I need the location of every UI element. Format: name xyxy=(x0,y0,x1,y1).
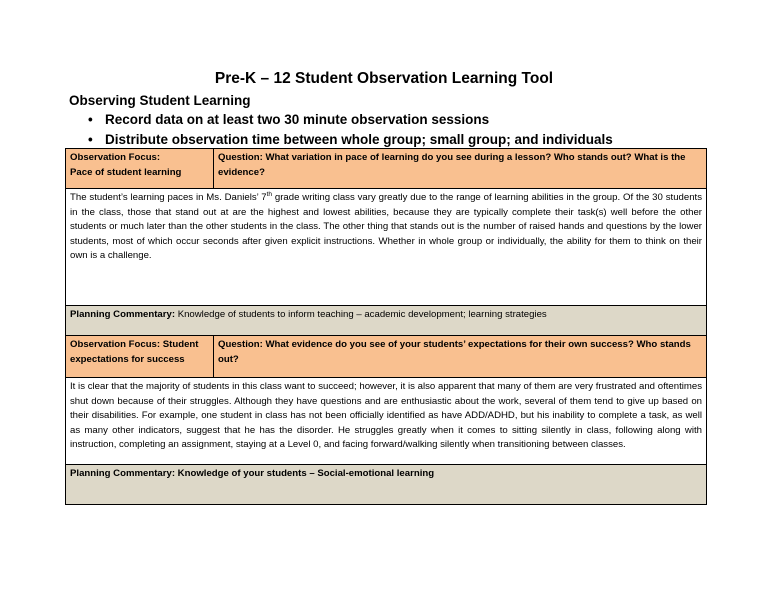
table-row xyxy=(66,336,707,378)
response-cell: It is clear that the majority of students in this class want to succeed; however, it is also apparent that many of them are very frustrated and oftentimes shut down because of their struggles. Although they have questions and are enthusiastic about the work, several of them tend to give up based on their disabilities. For example, one student in class has not been officially identified as have ADD/ADHD, but his inability to complete a task, as well as many other indicators, suggest that he has the disorder. He struggles greatly when it comes to sitting silently in class, following along with instruction, completing an assignment, staying at a Level 0, and facing forward/walking silently when transitioning between classes. xyxy=(66,378,707,465)
response-text-cont: grade writing class vary greatly due to the range of learning abilities in the group. Of the 30 students in the class, those that stand out at are the highest and lowest abilities, because they are typically complete their task(s) well before the other students or much later than the other students in the class. The other thing that stands out is the number of raised hands and questions by the lower students, most of which occur seconds after given explicit instructions. Whether in whole group or individually, the ability for them to think on their own is a challenge. xyxy=(70,192,702,261)
focus-value: Pace of student learning xyxy=(70,166,182,178)
bullet-text: Record data on at least two 30 minute observation sessions xyxy=(105,112,490,127)
table-row xyxy=(66,306,707,336)
focus-cell xyxy=(66,149,214,189)
question-label: Question: xyxy=(218,339,263,350)
bullet-icon: • xyxy=(88,112,93,127)
commentary-label: Planning Commentary: xyxy=(70,309,176,320)
document-title: Pre-K – 12 Student Observation Learning Tool xyxy=(214,70,554,87)
question-text: What evidence do you see of your students’ expectations for their own success? Who stands out? xyxy=(218,339,691,365)
table-row xyxy=(66,465,707,505)
observation-table xyxy=(65,148,707,505)
list-item xyxy=(88,130,613,150)
commentary-cell: Planning Commentary: Knowledge of your students – Social-emotional learning xyxy=(66,465,707,505)
question-text: What variation in pace of learning do you see during a lesson? Who stands out? What is the evidence? xyxy=(218,152,686,178)
question-label: Question: xyxy=(218,152,263,163)
commentary-cell xyxy=(66,306,707,336)
focus-label: Observation Focus: xyxy=(70,152,161,163)
focus-cell: Observation Focus: Student expectations for success xyxy=(66,336,214,378)
table-row xyxy=(66,378,707,465)
bullet-icon: • xyxy=(88,132,93,147)
response-text: The student’s learning paces in Ms. Daniels’ 7 xyxy=(70,192,267,203)
bullet-text: Distribute observation time between whole group; small group; and individuals xyxy=(105,132,613,147)
question-cell xyxy=(214,336,707,378)
table-row xyxy=(66,189,707,306)
commentary-text: Knowledge of students to inform teaching – academic development; learning strategies xyxy=(177,309,547,320)
response-cell xyxy=(66,189,707,306)
question-cell xyxy=(214,149,707,189)
section-subtitle: Observing Student Learning xyxy=(69,93,251,108)
instruction-list xyxy=(88,110,613,150)
ordinal-suffix: th xyxy=(266,190,273,198)
table-row xyxy=(66,149,707,189)
list-item xyxy=(88,110,613,130)
